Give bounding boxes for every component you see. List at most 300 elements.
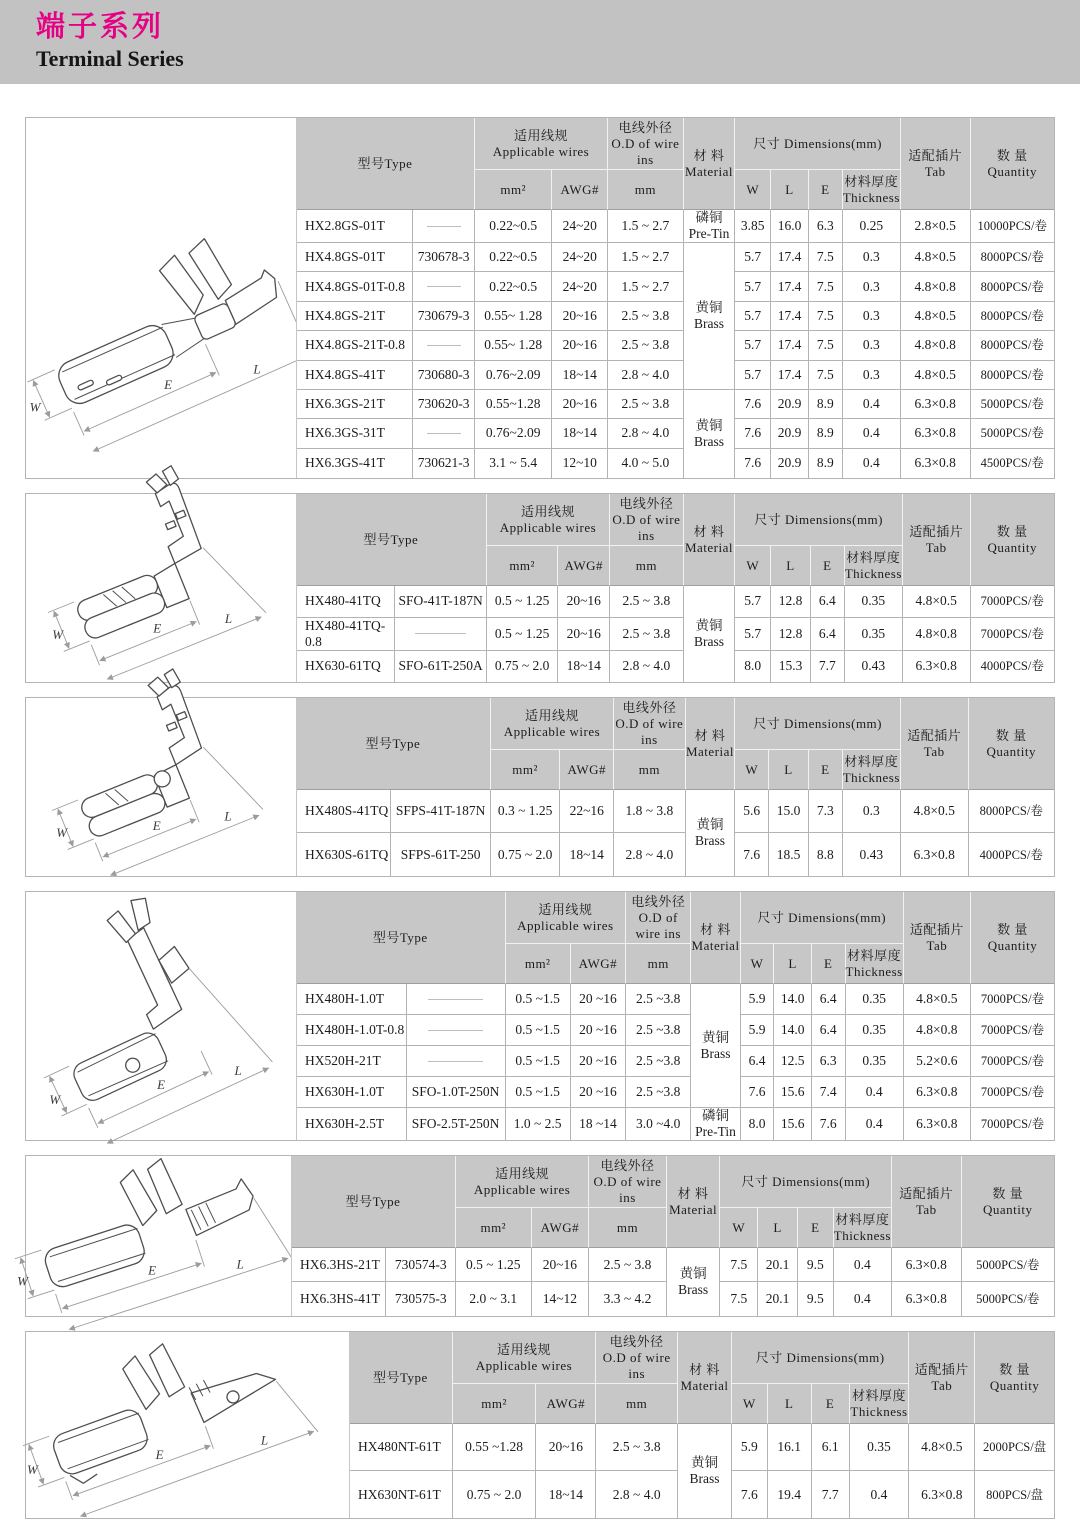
- cell-text: 0.35: [867, 1439, 891, 1454]
- cell-type: [296, 449, 413, 478]
- cell-text: 16.1: [777, 1439, 802, 1454]
- cell-text: 5.7: [744, 278, 762, 294]
- cell-text: 8000PCS/卷: [980, 279, 1044, 294]
- cell-awg: [552, 331, 608, 360]
- cell-quantity: [962, 1282, 1054, 1316]
- cell-text: mm²: [480, 1219, 507, 1235]
- cell-text: 6.3×0.8: [914, 455, 956, 471]
- cell-e: [811, 651, 845, 683]
- cell-e: [809, 361, 843, 390]
- header-quantity: [975, 1332, 1054, 1424]
- cell-text: 材料厚度: [844, 173, 899, 189]
- cell-thickness: [850, 1424, 910, 1471]
- cell-mm2: [475, 419, 553, 448]
- cell-awg: [532, 1248, 590, 1282]
- cell-l: [774, 1015, 812, 1046]
- cell-quantity: [971, 419, 1055, 448]
- header-l: [758, 1208, 798, 1248]
- dim-label-w: W: [52, 626, 64, 642]
- cell-text: 8.8: [816, 846, 834, 862]
- cell-text: 材 料: [693, 147, 725, 163]
- cell-text: Brass: [694, 833, 725, 848]
- cell-text: 730574-3: [394, 1256, 447, 1272]
- spec-table: [296, 494, 1054, 682]
- cell-mm2: [456, 1248, 532, 1282]
- cell-text: 0.55 ~1.28: [465, 1439, 524, 1454]
- cell-text: 0.4: [853, 1256, 871, 1272]
- cell-text: 15.0: [776, 803, 801, 818]
- header-e: [809, 170, 843, 210]
- cell-text: 2.8 ~ 4.0: [622, 658, 671, 674]
- header-applicable-wires: [453, 1332, 597, 1384]
- cell-l: [769, 790, 809, 833]
- cell-text: 3.3 ~ 4.2: [603, 1291, 652, 1306]
- cell-text: Tab: [923, 743, 945, 759]
- spec-table: [296, 892, 1054, 1140]
- cell-mm2: [453, 1471, 537, 1518]
- header-material: [684, 494, 736, 586]
- cell-text: 6.3×0.8: [905, 1291, 947, 1306]
- cell-text: 适用线规: [514, 127, 569, 143]
- cell-text: 2.8×0.5: [914, 218, 956, 233]
- cell-tab: [892, 1282, 962, 1316]
- cell-text: 7.3: [816, 803, 834, 818]
- header-tab: [909, 1332, 975, 1424]
- cell-tab: [909, 1424, 975, 1471]
- cell-text: 磷铜: [695, 210, 723, 225]
- cell-text: 8000PCS/卷: [980, 338, 1044, 353]
- cell-text: HX4.8GS-21T: [305, 307, 385, 323]
- cell-od: [610, 618, 684, 651]
- cell-text: 19.4: [777, 1486, 802, 1502]
- cell-text: 730679-3: [417, 307, 470, 323]
- header-e: [811, 546, 845, 586]
- header-l: [769, 750, 809, 790]
- straight-terminal-drawing-icon: [26, 118, 296, 478]
- cell-text: 17.4: [777, 278, 802, 294]
- cell-text: 2.5 ~ 3.8: [622, 625, 671, 641]
- cell-text: 20~16: [566, 593, 601, 609]
- cell-text: 4.8×0.8: [914, 278, 956, 294]
- spec-table: [296, 118, 1054, 478]
- cell-text: 2.5 ~ 3.8: [621, 337, 670, 353]
- cell-thickness: [846, 1077, 904, 1108]
- cell-text: 0.3: [862, 803, 880, 818]
- cell-text: 8000PCS/卷: [980, 308, 1044, 323]
- cell-thickness: [843, 243, 901, 272]
- cell-text: 8.0: [744, 658, 762, 674]
- cell-text: 0.3: [862, 307, 880, 323]
- flag-terminal-drawing-icon: [26, 698, 296, 876]
- cell-material: [684, 210, 736, 243]
- cell-text: 20~16: [548, 1439, 584, 1454]
- cell-text: mm: [647, 955, 669, 971]
- cell-text: 9.5: [806, 1256, 824, 1272]
- cell-e: [798, 1248, 834, 1282]
- cell-text: 数 量: [996, 147, 1028, 163]
- cell-text: 20.9: [777, 455, 802, 471]
- cell-l: [774, 984, 812, 1015]
- page-subtitle: Terminal Series: [36, 46, 184, 71]
- terminal-drawing: [26, 698, 296, 876]
- cell-part-number: [407, 1108, 506, 1140]
- cell-text: Brass: [694, 315, 724, 331]
- cell-mm2: [506, 1108, 571, 1140]
- cell-text: Applicable wires: [499, 519, 597, 535]
- cell-od: [608, 449, 684, 478]
- cell-text: 14.0: [780, 1022, 805, 1037]
- cell-text: 适配插片: [899, 1185, 954, 1201]
- cell-text: HX6.3HS-21T: [300, 1256, 380, 1272]
- cell-l: [771, 390, 809, 419]
- cell-text: Thickness: [842, 769, 900, 785]
- cell-text: Thickness: [850, 1403, 908, 1419]
- cell-text: 材料厚度: [835, 1211, 890, 1227]
- header-thickness: [834, 1208, 892, 1248]
- cell-text: 黄铜: [695, 299, 723, 315]
- terminal-section: [25, 1331, 1055, 1519]
- cell-text: 0.55~ 1.28: [484, 307, 543, 323]
- cell-part-number: [386, 1248, 456, 1282]
- cell-mm2: [487, 618, 559, 651]
- cell-material: [678, 1424, 732, 1518]
- header-tab: [901, 698, 969, 790]
- cell-e: [809, 210, 843, 243]
- cell-od: [608, 361, 684, 390]
- cell-mm2: [506, 984, 571, 1015]
- cell-text: 1.5 ~ 2.7: [621, 249, 670, 265]
- cell-type: [296, 390, 413, 419]
- cell-text: 数 量: [995, 727, 1027, 743]
- dim-label-e: E: [148, 1262, 157, 1278]
- cell-text: 0.75 ~ 2.0: [497, 846, 553, 862]
- cell-text: 0.4: [862, 425, 880, 441]
- cell-text: 5000PCS/卷: [980, 426, 1044, 441]
- cell-quantity: [971, 210, 1055, 243]
- cell-text: 8.9: [816, 396, 834, 412]
- cell-text: 10000PCS/卷: [977, 219, 1047, 233]
- cell-awg: [571, 984, 626, 1015]
- cell-type: [296, 243, 413, 272]
- cell-text: HX6.3HS-41T: [300, 1291, 380, 1306]
- cell-text: 0.35: [862, 1053, 886, 1068]
- cell-quantity: [969, 833, 1055, 876]
- cell-text: 0.5 ~1.5: [515, 1022, 560, 1037]
- cell-text: 型号Type: [372, 929, 428, 945]
- cell-text: 5.7: [744, 249, 762, 265]
- spec-table: [296, 698, 1054, 876]
- cell-text: HX480H-1.0T: [305, 991, 385, 1006]
- cell-quantity: [971, 361, 1055, 390]
- cell-awg: [571, 1108, 626, 1140]
- header-od: [614, 698, 686, 750]
- cell-text: 5000PCS/卷: [976, 1292, 1040, 1306]
- cell-text: 2.5 ~ 3.8: [612, 1439, 661, 1454]
- cell-text: 型号Type: [357, 155, 413, 171]
- cell-text: Brass: [700, 1045, 731, 1061]
- cell-text: 7.5: [816, 307, 834, 323]
- cell-text: 730620-3: [417, 396, 470, 412]
- cell-text: 4.8×0.5: [914, 366, 956, 382]
- cell-quantity: [971, 1015, 1054, 1046]
- cell-w: [720, 1248, 758, 1282]
- cell-od: [610, 651, 684, 683]
- cell-awg: [571, 1046, 626, 1077]
- cell-text: 7000PCS/卷: [980, 1117, 1045, 1131]
- cell-text: E: [824, 955, 833, 971]
- cell-text: 黄铜: [696, 817, 724, 832]
- header-thickness: [845, 546, 903, 586]
- cell-text: 1.5 ~ 2.7: [621, 218, 670, 233]
- cell-text: W: [746, 557, 760, 573]
- blank-dash: [427, 433, 461, 434]
- cell-part-number: [413, 331, 475, 360]
- cell-text: 电线外径: [619, 495, 674, 511]
- header-awg: [536, 1384, 596, 1424]
- header-material: [691, 892, 740, 984]
- header-l: [774, 944, 812, 984]
- cell-text: 6.3×0.8: [921, 1486, 963, 1502]
- page-title: 端子系列: [36, 11, 165, 43]
- cell-text: 型号Type: [372, 1369, 428, 1385]
- cell-quantity: [971, 1077, 1054, 1108]
- cell-type: [296, 586, 395, 618]
- cell-text: 2.8 ~ 4.0: [625, 846, 674, 862]
- cell-w: [741, 1077, 775, 1108]
- dim-label-e: E: [164, 377, 173, 393]
- cell-text: 7.6: [744, 396, 762, 412]
- cell-thickness: [845, 651, 903, 683]
- cell-text: 0.5 ~ 1.25: [494, 625, 550, 641]
- cell-text: O.D of wire ins: [611, 135, 680, 167]
- terminal-section: [17, 1155, 1055, 1317]
- cell-thickness: [834, 1248, 892, 1282]
- cell-type: [296, 361, 413, 390]
- cell-e: [812, 1077, 846, 1108]
- cell-e: [812, 984, 846, 1015]
- cell-text: W: [742, 1395, 756, 1411]
- cell-text: 0.55~1.28: [485, 396, 541, 412]
- cell-text: HX4.8GS-01T: [305, 249, 385, 265]
- straight-terminal-drawing-icon: [17, 1156, 291, 1316]
- cell-text: 8.0: [748, 1116, 766, 1131]
- cell-text: 材料厚度: [844, 753, 899, 769]
- header-quantity: [971, 892, 1054, 984]
- cell-text: 6.3×0.8: [916, 1084, 958, 1099]
- spec-table: [291, 1156, 1054, 1316]
- header-applicable-wires: [491, 698, 614, 750]
- cell-text: Material: [680, 1377, 729, 1393]
- cell-w: [735, 586, 771, 618]
- cell-part-number: [407, 1046, 506, 1077]
- cell-quantity: [962, 1248, 1054, 1282]
- cell-text: 3.85: [740, 218, 765, 233]
- cell-text: 0.3: [862, 249, 880, 265]
- cell-text: 6.3×0.8: [913, 846, 955, 862]
- cell-text: E: [825, 1395, 835, 1411]
- cell-text: mm²: [509, 557, 535, 573]
- cell-text: 4.8×0.8: [916, 1022, 958, 1037]
- cell-text: 7.4: [819, 1084, 837, 1099]
- cell-text: 4.8×0.5: [913, 803, 955, 818]
- cell-text: 5.9: [748, 991, 766, 1006]
- cell-tab: [909, 1471, 975, 1518]
- cell-text: 12.8: [778, 625, 803, 641]
- header-thickness: [846, 944, 904, 984]
- cell-thickness: [843, 302, 901, 331]
- dim-label-w: W: [56, 824, 68, 840]
- cell-text: 2.5 ~3.8: [636, 1084, 681, 1099]
- cell-w: [735, 390, 771, 419]
- cell-text: Pre-Tin: [688, 226, 730, 241]
- cell-tab: [901, 449, 971, 478]
- dim-label-w: W: [26, 1462, 38, 1478]
- cell-text: Thickness: [842, 189, 900, 205]
- cell-text: 黄铜: [695, 618, 723, 633]
- cell-text: 2.5 ~3.8: [636, 991, 681, 1006]
- cell-text: 12.5: [780, 1053, 805, 1068]
- cell-mm2: [475, 331, 553, 360]
- cell-od: [608, 210, 684, 243]
- cell-text: 20~16: [562, 307, 597, 323]
- header-tab: [901, 118, 971, 210]
- cell-thickness: [843, 790, 901, 833]
- cell-awg: [560, 833, 614, 876]
- cell-text: 6.4: [819, 1022, 837, 1037]
- cell-l: [771, 618, 811, 651]
- header-tab: [892, 1156, 962, 1248]
- cell-text: 0.3: [862, 366, 880, 382]
- cell-awg: [552, 210, 608, 243]
- header-mm: [610, 546, 684, 586]
- dim-label-w: W: [29, 399, 41, 415]
- cell-text: 0.5 ~ 1.25: [494, 593, 550, 609]
- cell-text: 型号Type: [363, 531, 419, 547]
- blank-dash: [427, 345, 461, 346]
- cell-text: 20~16: [562, 396, 597, 412]
- cell-tab: [904, 984, 971, 1015]
- cell-text: 7.6: [744, 425, 762, 441]
- cell-text: 黄铜: [702, 1029, 730, 1045]
- cell-text: 0.5 ~1.5: [515, 1084, 560, 1099]
- cell-text: 7.6: [744, 455, 762, 471]
- cell-w: [735, 790, 769, 833]
- cell-text: SFPS-61T-250: [400, 846, 481, 862]
- cell-text: Applicable wires: [473, 1181, 571, 1197]
- cell-mm2: [506, 1015, 571, 1046]
- cell-tab: [901, 210, 971, 243]
- cell-mm2: [491, 790, 561, 833]
- cell-text: 730621-3: [417, 455, 470, 471]
- cell-mm2: [456, 1282, 532, 1316]
- cell-type: [296, 618, 395, 651]
- cell-mm2: [475, 449, 553, 478]
- cell-tab: [901, 390, 971, 419]
- cell-text: 6.3×0.8: [916, 1116, 958, 1131]
- cell-thickness: [843, 272, 901, 301]
- cell-text: SFPS-41T-187N: [395, 803, 486, 818]
- header-dimensions: [741, 892, 904, 944]
- cell-od: [608, 419, 684, 448]
- cell-text: 7000PCS/卷: [980, 594, 1044, 609]
- cell-text: 14~12: [542, 1291, 578, 1306]
- cell-tab: [901, 790, 969, 833]
- cell-awg: [552, 272, 608, 301]
- cell-tab: [901, 272, 971, 301]
- cell-text: 7.5: [816, 278, 834, 294]
- cell-text: HX630H-2.5T: [305, 1116, 385, 1131]
- cell-text: 5.2×0.6: [916, 1053, 958, 1068]
- cell-text: mm: [635, 557, 657, 573]
- cell-tab: [904, 1046, 971, 1077]
- cell-text: 0.4: [870, 1486, 888, 1502]
- terminal-drawing: [26, 1332, 349, 1518]
- cell-text: 24~20: [562, 249, 597, 265]
- cell-material: [667, 1248, 721, 1316]
- cell-part-number: [413, 210, 475, 243]
- header-type: [296, 118, 475, 210]
- header-mm2: [453, 1384, 537, 1424]
- dim-label-l: L: [260, 1432, 269, 1448]
- cell-text: L: [784, 761, 793, 777]
- spec-table: [349, 1332, 1054, 1518]
- header-dimensions: [735, 698, 901, 750]
- cell-text: mm: [616, 1219, 639, 1235]
- cell-part-number: [413, 419, 475, 448]
- cell-text: 0.4: [853, 1291, 871, 1306]
- cell-text: 6.4: [748, 1053, 766, 1068]
- cell-type: [296, 651, 395, 683]
- dim-label-l: L: [253, 361, 261, 377]
- cell-text: 5000PCS/卷: [976, 1257, 1040, 1272]
- cell-text: 20.1: [765, 1256, 790, 1272]
- terminal-drawing: [26, 494, 296, 682]
- cell-text: 4.8×0.5: [914, 307, 956, 323]
- cell-text: 尺寸 Dimensions(mm): [757, 909, 887, 925]
- flag-terminal-drawing-icon: [26, 494, 296, 682]
- cell-text: HX520H-21T: [305, 1053, 381, 1068]
- header-applicable-wires: [506, 892, 627, 944]
- cell-text: 材 料: [693, 523, 725, 539]
- header-od: [596, 1332, 678, 1384]
- cell-awg: [552, 302, 608, 331]
- cell-text: 7.5: [816, 249, 834, 265]
- flag-terminal-drawing-icon: [26, 892, 296, 1140]
- cell-text: 3.1 ~ 5.4: [489, 455, 538, 471]
- header-thickness: [843, 170, 901, 210]
- cell-text: 0.75 ~ 2.0: [494, 658, 550, 674]
- header-w: [735, 546, 771, 586]
- header-awg: [532, 1208, 590, 1248]
- cell-text: 7.6: [748, 1084, 766, 1099]
- cell-text: 黄铜: [695, 417, 723, 433]
- header-type: [349, 1332, 453, 1424]
- cell-od: [596, 1424, 678, 1471]
- straight-terminal-drawing-icon: [26, 1332, 349, 1518]
- cell-w: [720, 1282, 758, 1316]
- cell-od: [608, 331, 684, 360]
- cell-text: 6.4: [819, 991, 837, 1006]
- cell-awg: [552, 361, 608, 390]
- cell-text: 4000PCS/卷: [980, 659, 1044, 674]
- cell-thickness: [845, 618, 903, 651]
- header-mm2: [487, 546, 559, 586]
- cell-thickness: [843, 361, 901, 390]
- cell-text: 数 量: [997, 921, 1028, 937]
- header-l: [771, 546, 811, 586]
- cell-text: 7000PCS/卷: [980, 1054, 1045, 1068]
- cell-text: 0.43: [859, 846, 884, 862]
